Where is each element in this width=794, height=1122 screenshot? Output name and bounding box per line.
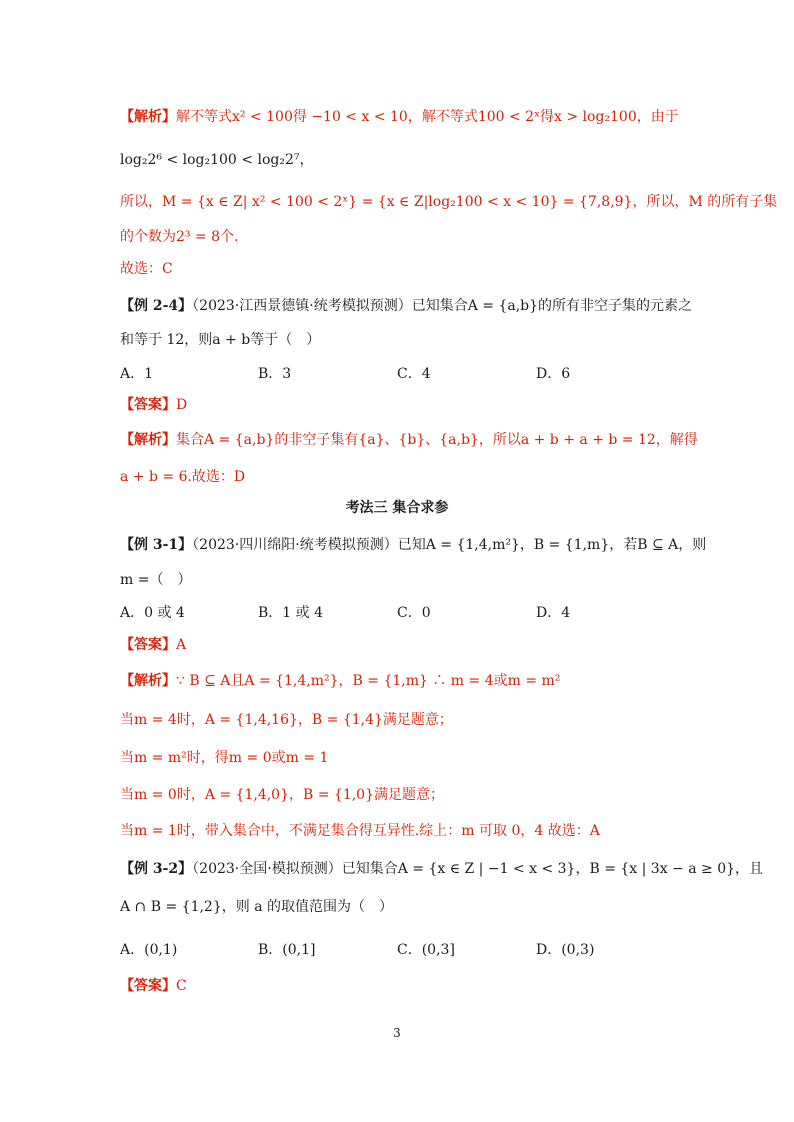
analysis-text: 集合A = {a,b}的非空子集有{a}、{b}、{a,b}，所以a + b + a + b = 12，解得 — [176, 432, 698, 448]
section-title: 考法三 集合求参 — [345, 500, 449, 516]
analysis-3-1-line-5: 当m = 1时，带入集合中，不满足集合得互异性.综上：m 可取 0，4 故选：A — [120, 823, 600, 839]
analysis-text: 解不等式x² < 100得 −10 < x < 10，解不等式100 < 2ˣ得x > log₂100，由于 — [176, 109, 679, 125]
option-c: C．4 — [397, 366, 431, 382]
option-c: C．0 — [397, 605, 431, 621]
example-tag: 【例 2-4】 — [120, 298, 193, 314]
example-2-4-line-2: 和等于 12，则a + b等于（ ） — [120, 332, 321, 348]
answer-value: C — [176, 978, 187, 994]
example-tag: 【例 3-2】 — [120, 861, 193, 877]
option-d: D．(0,3) — [536, 942, 595, 958]
option-a: A．(0,1) — [120, 942, 178, 958]
analysis-line-2: log₂2⁶ < log₂100 < log₂2⁷， — [120, 152, 314, 168]
analysis-2-4-line-1 — [120, 430, 698, 450]
option-d: D．6 — [536, 366, 571, 382]
analysis-text: ∵ B ⊆ A且A = {1,4,m²}，B = {1,m} ∴ m = 4或m = m² — [176, 673, 561, 689]
example-tag: 【例 3-1】 — [120, 537, 193, 553]
answer-line — [120, 976, 187, 996]
example-text: （2023·江西景德镇·统考模拟预测）已知集合A = {a,b}的所有非空子集的元素之 — [192, 298, 693, 314]
option-d: D．4 — [536, 605, 571, 621]
analysis-3-1-line-1 — [120, 671, 560, 691]
answer-value: D — [176, 397, 188, 413]
example-3-1-line-2: m =（ ） — [120, 572, 192, 588]
analysis-line-3: 所以，M = {x ∈ Z| x² < 100 < 2ˣ} = {x ∈ Z|log₂100 < x < 10} = {7,8,9}，所以，M 的所有子集 — [120, 194, 778, 210]
analysis-line-5: 故选：C — [120, 261, 173, 277]
analysis-tag: 【解析】 — [120, 109, 176, 125]
option-b: B．3 — [258, 366, 292, 382]
example-text: （2023·四川绵阳·统考模拟预测）已知A = {1,4,m²}，B = {1,m}，若B ⊆ A，则 — [192, 537, 707, 553]
option-c: C．(0,3] — [397, 942, 455, 958]
analysis-tag: 【解析】 — [120, 673, 176, 689]
page-number: 3 — [393, 1026, 401, 1040]
answer-line — [120, 395, 187, 415]
option-b: B．(0,1] — [258, 942, 316, 958]
analysis-line-1 — [120, 107, 679, 127]
analysis-3-1-line-3: 当m = m²时，得m = 0或m = 1 — [120, 750, 329, 766]
example-2-4-line-1 — [120, 296, 692, 316]
example-3-2-line-1 — [120, 859, 763, 879]
answer-tag: 【答案】 — [120, 637, 176, 653]
answer-tag: 【答案】 — [120, 978, 176, 994]
analysis-3-1-line-2: 当m = 4时，A = {1,4,16}，B = {1,4}满足题意； — [120, 712, 453, 728]
answer-value: A — [176, 637, 187, 653]
option-a: A．0 或 4 — [120, 605, 185, 621]
answer-line — [120, 635, 186, 655]
example-3-2-line-2: A ∩ B = {1,2}，则 a 的取值范围为（ ） — [120, 899, 393, 915]
option-a: A．1 — [120, 366, 154, 382]
analysis-line-4: 的个数为2³ = 8个. — [120, 229, 239, 245]
analysis-2-4-line-2: a + b = 6.故选：D — [120, 469, 246, 485]
example-text: （2023·全国·模拟预测）已知集合A = {x ∈ Z | −1 < x < 3}，B = {x | 3x − a ≥ 0}，且 — [192, 861, 764, 877]
answer-tag: 【答案】 — [120, 397, 176, 413]
example-3-1-line-1 — [120, 535, 706, 555]
analysis-3-1-line-4: 当m = 0时，A = {1,4,0}，B = {1,0}满足题意； — [120, 787, 444, 803]
option-b: B．1 或 4 — [258, 605, 324, 621]
analysis-tag: 【解析】 — [120, 432, 176, 448]
